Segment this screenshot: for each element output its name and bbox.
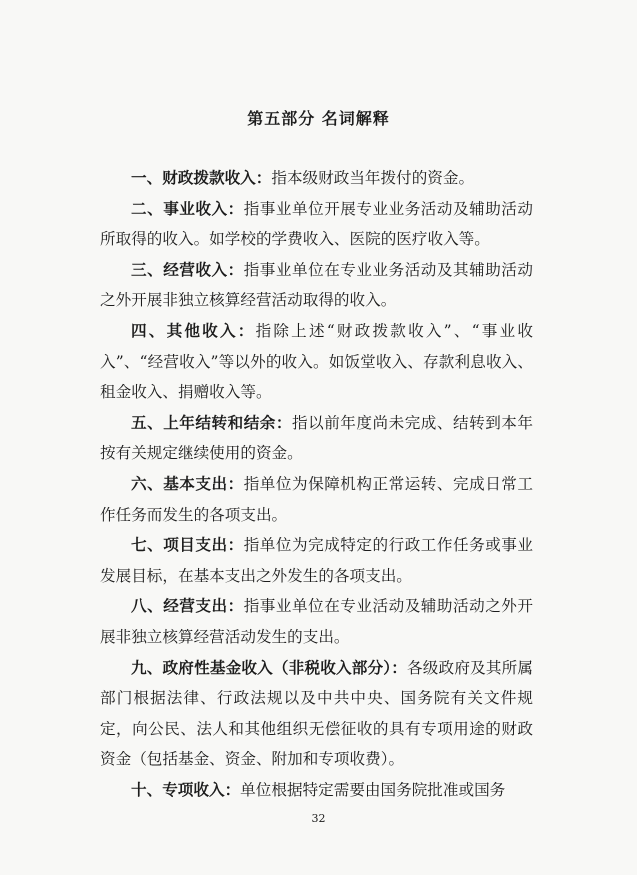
definition-text: 指单位为完成特定的行政工作任务或事业发展目标，在基本支出之外发生的各项支出。 [100, 536, 533, 585]
definition-term: 九、政府性基金收入（非税收入部分）： [131, 657, 408, 677]
definition-9 [100, 653, 533, 775]
definition-term: 二、事业收入： [131, 198, 244, 218]
definition-text: 指事业单位在专业业务活动及其辅助活动之外开展非独立核算经营活动取得的收入。 [100, 260, 533, 310]
definition-term: 四、其他收入： [131, 320, 256, 340]
definition-text: 指事业单位开展专业业务活动及辅助活动所取得的收入。如学校的学费收入、医院的医疗收入等。 [100, 199, 533, 249]
page-number: 32 [311, 812, 326, 825]
definition-text: 指除上述“财政拨款收入”、“事业收入”、“经营收入”等以外的收入。如饭堂收入、存款利息收入、租金收入、捐赠收入等。 [100, 321, 533, 402]
definition-text: 指单位为保障机构正常运转、完成日常工作任务而发生的各项支出。 [100, 474, 533, 524]
definition-term: 六、基本支出： [131, 473, 244, 493]
definition-term: 五、上年结转和结余： [131, 412, 292, 432]
definition-term: 一、财政拨款收入： [131, 168, 272, 187]
definition-term: 七、项目支出： [131, 535, 244, 555]
definition-7 [100, 530, 533, 591]
definition-term: 十、专项收入： [131, 779, 241, 799]
definition-2 [100, 194, 533, 255]
definition-4 [100, 316, 533, 408]
definition-text: 指以前年度尚未完成、结转到本年按有关规定继续使用的资金。 [100, 413, 533, 463]
definition-8 [100, 591, 533, 652]
section-title: 第五部分 名词解释 [247, 109, 390, 128]
definition-10 [100, 775, 533, 806]
definition-text: 各级政府及其所属部门根据法律、行政法规以及中共中央、国务院有关文件规定，向公民、法人和其他组织无偿征收的具有专项用途的财政资金（包括基金、资金、附加和专项收费）。 [100, 658, 533, 769]
definition-5 [100, 408, 533, 469]
definition-text: 指事业单位在专业活动及辅助活动之外开展非独立核算经营活动发生的支出。 [100, 597, 533, 646]
definitions-list [100, 163, 533, 805]
definition-term: 八、经营支出： [131, 596, 244, 616]
definition-3 [100, 255, 533, 316]
definition-term: 三、经营收入： [131, 259, 244, 279]
definition-1 [100, 163, 533, 194]
definition-text: 指本级财政当年拨付的资金。 [271, 169, 475, 187]
definition-6 [100, 469, 533, 530]
definition-text: 单位根据特定需要由国务院批准或国务 [240, 780, 506, 799]
